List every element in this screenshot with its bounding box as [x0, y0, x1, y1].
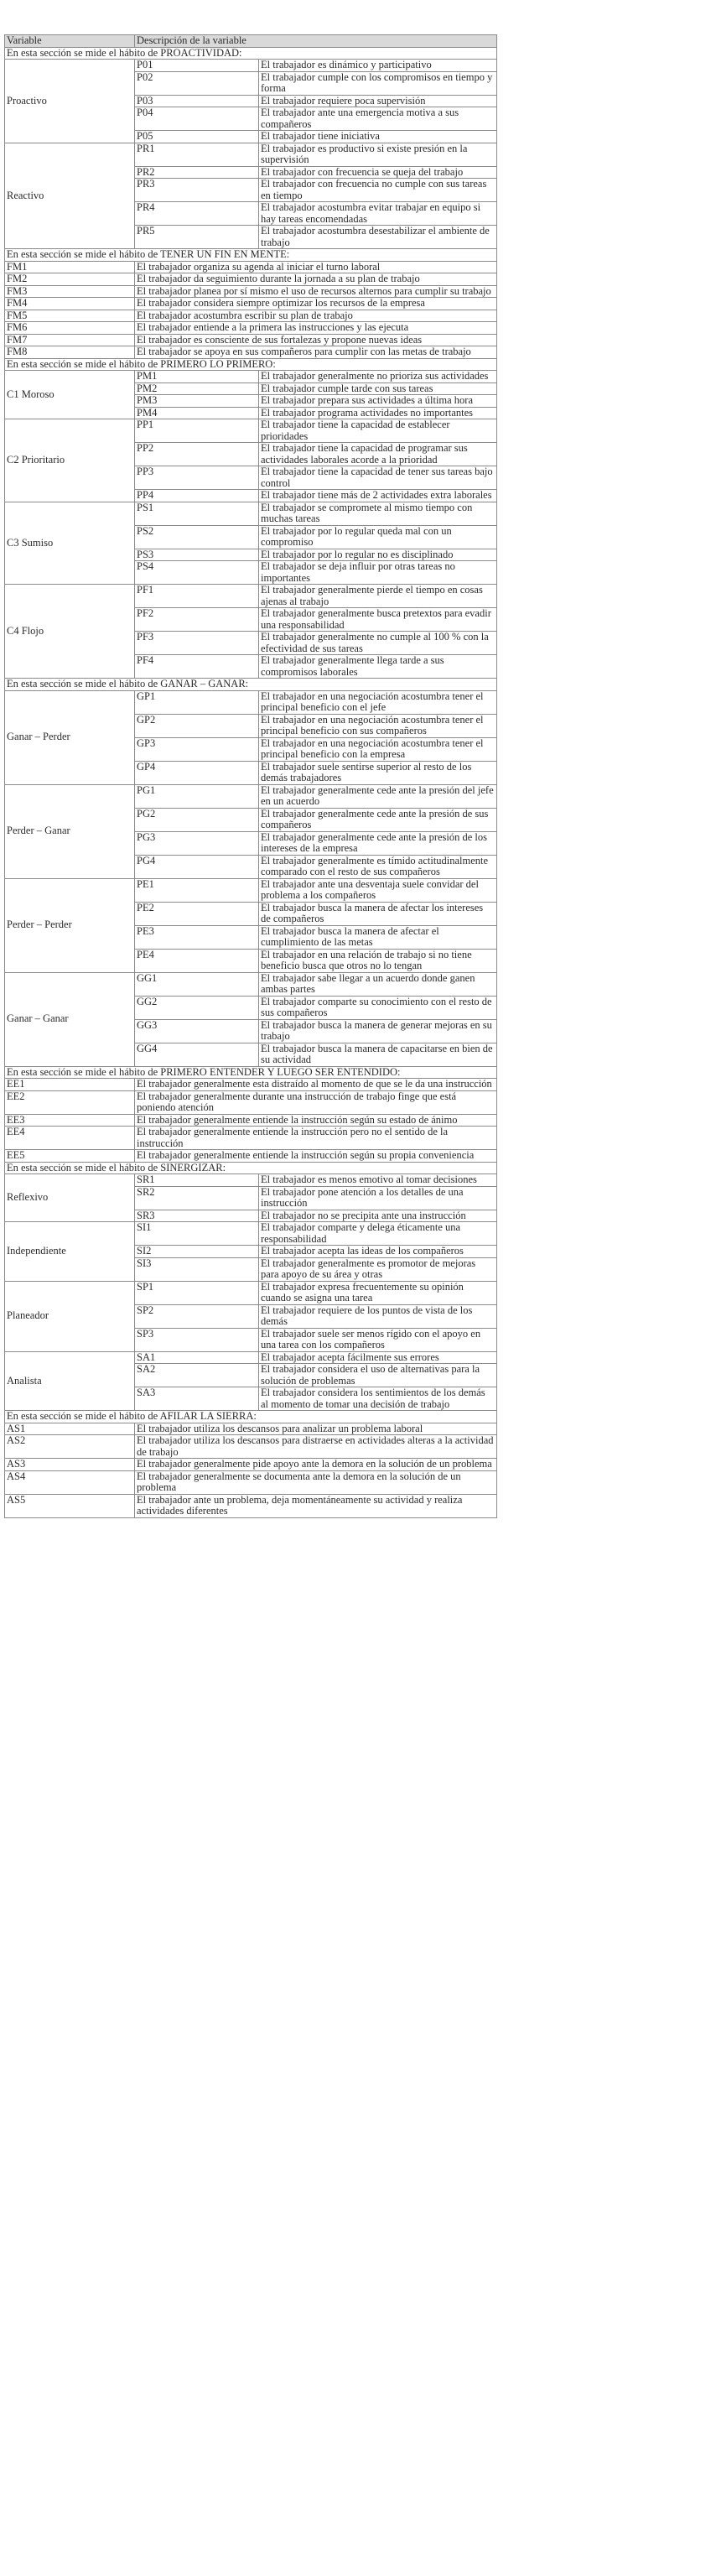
- header-description: Descripción de la variable: [135, 35, 497, 48]
- variable-code: SA1: [135, 1351, 259, 1364]
- variable-description: El trabajador acepta las ideas de los compañeros: [259, 1246, 497, 1258]
- variable-code: SI2: [135, 1246, 259, 1258]
- category-label: Ganar – Perder: [5, 690, 135, 784]
- variable-description: El trabajador ante una desventaja suele convidar del problema a los compañeros: [259, 878, 497, 902]
- variable-description: El trabajador generalmente busca pretextos para evadir una responsabilidad: [259, 608, 497, 632]
- variable-code: AS1: [5, 1423, 135, 1435]
- table-header-row: [5, 35, 497, 48]
- variable-description: El trabajador utiliza los descansos para distraerse en actividades alteras a la actividad de trabajo: [135, 1435, 497, 1459]
- variable-code: PE1: [135, 878, 259, 902]
- table-row: [5, 690, 497, 714]
- variable-description: El trabajador comparte su conocimiento con el resto de sus compañeros: [259, 996, 497, 1019]
- table-row: [5, 285, 497, 298]
- variable-code: PS1: [135, 502, 259, 525]
- variable-description: El trabajador utiliza los descansos para analizar un problema laboral: [135, 1423, 497, 1435]
- variable-code: PR3: [135, 179, 259, 202]
- category-label: Proactivo: [5, 60, 135, 143]
- variable-code: P02: [135, 71, 259, 95]
- table-row: [5, 273, 497, 286]
- variable-code: SR1: [135, 1174, 259, 1187]
- variable-code: GG3: [135, 1019, 259, 1043]
- variable-code: GG4: [135, 1043, 259, 1066]
- variable-description: El trabajador programa actividades no importantes: [259, 407, 497, 419]
- variable-description: El trabajador generalmente se documenta ante la demora en la solución de un problema: [135, 1470, 497, 1494]
- section-title: En esta sección se mide el hábito de GANAR – GANAR:: [5, 679, 497, 691]
- table-row: [5, 419, 497, 443]
- variable-code: SP3: [135, 1328, 259, 1351]
- table-row: [5, 585, 497, 608]
- variable-code: PS3: [135, 549, 259, 561]
- variable-code: FM2: [5, 273, 135, 286]
- section-title: En esta sección se mide el hábito de PRIMERO LO PRIMERO:: [5, 358, 497, 371]
- variable-description: El trabajador busca la manera de afectar el cumplimiento de las metas: [259, 925, 497, 949]
- variable-code: GP4: [135, 761, 259, 784]
- variable-code: FM6: [5, 322, 135, 335]
- variable-description: El trabajador tiene más de 2 actividades extra laborales: [259, 490, 497, 502]
- variables-table-container: [4, 34, 496, 1518]
- table-row: [5, 1090, 497, 1114]
- table-row: [5, 334, 497, 346]
- variable-code: AS5: [5, 1494, 135, 1517]
- table-row: [5, 1351, 497, 1364]
- variable-description: El trabajador es dinámico y participativo: [259, 60, 497, 72]
- section-row: [5, 1411, 497, 1423]
- table-row: [5, 1127, 497, 1150]
- variable-description: El trabajador busca la manera de afectar los intereses de compañeros: [259, 902, 497, 925]
- section-row: [5, 1162, 497, 1174]
- variable-code: SR2: [135, 1186, 259, 1210]
- variable-description: El trabajador ante un problema, deja momentáneamente su actividad y realiza actividades diferentes: [135, 1494, 497, 1517]
- table-row: [5, 1494, 497, 1517]
- variable-code: PR2: [135, 166, 259, 179]
- table-row: [5, 346, 497, 359]
- variable-description: El trabajador se apoya en sus compañeros para cumplir con las metas de trabajo: [135, 346, 497, 359]
- variable-code: FM8: [5, 346, 135, 359]
- variable-code: FM1: [5, 261, 135, 273]
- variable-code: FM3: [5, 285, 135, 298]
- variable-code: PP2: [135, 443, 259, 466]
- category-label: Independiente: [5, 1222, 135, 1282]
- table-row: [5, 1079, 497, 1091]
- table-row: [5, 1435, 497, 1459]
- table-row: [5, 1150, 497, 1163]
- variable-description: El trabajador acepta fácilmente sus errores: [259, 1351, 497, 1364]
- table-body: [5, 47, 497, 1517]
- variable-description: El trabajador acostumbra escribir su plan de trabajo: [135, 310, 497, 322]
- variable-description: El trabajador expresa frecuentemente su opinión cuando se asigna una tarea: [259, 1281, 497, 1304]
- variable-description: El trabajador en una negociación acostumbra tener el principal beneficio con la empresa: [259, 737, 497, 761]
- variable-description: El trabajador requiere de los puntos de vista de los demás: [259, 1304, 497, 1328]
- variable-code: PR1: [135, 143, 259, 166]
- variable-code: EE5: [5, 1150, 135, 1163]
- variable-description: El trabajador generalmente es tímido actitudinalmente comparado con el resto de sus compañeros: [259, 855, 497, 878]
- table-row: [5, 1459, 497, 1471]
- variable-description: El trabajador generalmente es promotor de mejoras para apoyo de su área y otras: [259, 1257, 497, 1281]
- variable-code: EE3: [5, 1114, 135, 1127]
- table-row: [5, 878, 497, 902]
- variable-code: PG3: [135, 831, 259, 855]
- section-row: [5, 679, 497, 691]
- category-label: Reactivo: [5, 143, 135, 249]
- variable-description: El trabajador acostumbra desestabilizar el ambiente de trabajo: [259, 226, 497, 249]
- variable-description: El trabajador generalmente cede ante la presión de los intereses de la empresa: [259, 831, 497, 855]
- table-row: [5, 502, 497, 525]
- variable-code: SR3: [135, 1210, 259, 1222]
- variable-description: El trabajador considera los sentimientos de los demás al momento de tomar una decisión de trabajo: [259, 1387, 497, 1411]
- variable-code: P03: [135, 95, 259, 107]
- variable-description: El trabajador busca la manera de capacitarse en bien de su actividad: [259, 1043, 497, 1066]
- variables-table: [4, 34, 497, 1518]
- variable-code: PP1: [135, 419, 259, 443]
- variable-code: PG1: [135, 784, 259, 808]
- variable-code: AS2: [5, 1435, 135, 1459]
- section-title: En esta sección se mide el hábito de PROACTIVIDAD:: [5, 47, 497, 60]
- variable-code: PP3: [135, 466, 259, 490]
- table-row: [5, 143, 497, 166]
- variable-description: El trabajador considera siempre optimizar los recursos de la empresa: [135, 298, 497, 310]
- variable-code: PR5: [135, 226, 259, 249]
- variable-description: El trabajador acostumbra evitar trabajar en equipo si hay tareas encomendadas: [259, 202, 497, 226]
- category-label: Perder – Ganar: [5, 784, 135, 878]
- category-label: C1 Moroso: [5, 371, 135, 419]
- variable-description: El trabajador es menos emotivo al tomar decisiones: [259, 1174, 497, 1187]
- variable-description: El trabajador suele ser menos rígido con el apoyo en una tarea con los compañeros: [259, 1328, 497, 1351]
- variable-description: El trabajador con frecuencia se queja del trabajo: [259, 166, 497, 179]
- variable-description: El trabajador prepara sus actividades a última hora: [259, 395, 497, 408]
- category-label: Analista: [5, 1351, 135, 1411]
- category-label: C4 Flojo: [5, 585, 135, 679]
- variable-description: El trabajador tiene iniciativa: [259, 131, 497, 143]
- variable-code: PF4: [135, 655, 259, 679]
- table-row: [5, 322, 497, 335]
- variable-description: El trabajador por lo regular queda mal con un compromiso: [259, 525, 497, 549]
- variable-description: El trabajador comparte y delega éticamente una responsabilidad: [259, 1222, 497, 1246]
- variable-description: El trabajador tiene la capacidad de programar sus actividades laborales acorde a la prioridad: [259, 443, 497, 466]
- section-title: En esta sección se mide el hábito de PRIMERO ENTENDER Y LUEGO SER ENTENDIDO:: [5, 1066, 497, 1079]
- variable-description: El trabajador generalmente entiende la instrucción según su estado de ánimo: [135, 1114, 497, 1127]
- variable-description: El trabajador sabe llegar a un acuerdo donde ganen ambas partes: [259, 972, 497, 996]
- variable-description: El trabajador con frecuencia no cumple con sus tareas en tiempo: [259, 179, 497, 202]
- variable-code: EE1: [5, 1079, 135, 1091]
- section-title: En esta sección se mide el hábito de AFILAR LA SIERRA:: [5, 1411, 497, 1423]
- variable-description: El trabajador generalmente cede ante la presión del jefe en un acuerdo: [259, 784, 497, 808]
- table-row: [5, 1423, 497, 1435]
- variable-description: El trabajador se deja influir por otras tareas no importantes: [259, 561, 497, 585]
- variable-description: El trabajador ante una emergencia motiva a sus compañeros: [259, 107, 497, 131]
- variable-code: PF3: [135, 632, 259, 655]
- variable-description: El trabajador suele sentirse superior al resto de los demás trabajadores: [259, 761, 497, 784]
- variable-code: PE3: [135, 925, 259, 949]
- section-title: En esta sección se mide el hábito de SINERGIZAR:: [5, 1162, 497, 1174]
- table-row: [5, 310, 497, 322]
- variable-description: El trabajador en una negociación acostumbra tener el principal beneficio con el jefe: [259, 690, 497, 714]
- variable-code: GP1: [135, 690, 259, 714]
- table-row: [5, 60, 497, 72]
- variable-code: EE4: [5, 1127, 135, 1150]
- category-label: Perder – Perder: [5, 878, 135, 972]
- section-title: En esta sección se mide el hábito de TENER UN FIN EN MENTE:: [5, 249, 497, 262]
- table-row: [5, 1281, 497, 1304]
- category-label: Planeador: [5, 1281, 135, 1351]
- variable-description: El trabajador cumple tarde con sus tareas: [259, 382, 497, 395]
- variable-code: GG2: [135, 996, 259, 1019]
- section-row: [5, 1066, 497, 1079]
- table-row: [5, 298, 497, 310]
- table-row: [5, 972, 497, 996]
- section-row: [5, 358, 497, 371]
- variable-code: EE2: [5, 1090, 135, 1114]
- variable-description: El trabajador no se precipita ante una instrucción: [259, 1210, 497, 1222]
- variable-description: El trabajador generalmente esta distraído al momento de que se le da una instrucción: [135, 1079, 497, 1091]
- variable-code: SA2: [135, 1364, 259, 1387]
- variable-code: PE4: [135, 949, 259, 972]
- variable-description: El trabajador por lo regular no es disciplinado: [259, 549, 497, 561]
- variable-description: El trabajador entiende a la primera las instrucciones y las ejecuta: [135, 322, 497, 335]
- variable-description: El trabajador generalmente pide apoyo ante la demora en la solución de un problema: [135, 1459, 497, 1471]
- variable-description: El trabajador considera el uso de alternativas para la solución de problemas: [259, 1364, 497, 1387]
- variable-description: El trabajador se compromete al mismo tiempo con muchas tareas: [259, 502, 497, 525]
- variable-code: GG1: [135, 972, 259, 996]
- variable-code: P01: [135, 60, 259, 72]
- variable-code: AS4: [5, 1470, 135, 1494]
- variable-description: El trabajador requiere poca supervisión: [259, 95, 497, 107]
- variable-code: PM4: [135, 407, 259, 419]
- variable-code: GP3: [135, 737, 259, 761]
- variable-code: PP4: [135, 490, 259, 502]
- variable-description: El trabajador busca la manera de generar mejoras en su trabajo: [259, 1019, 497, 1043]
- variable-code: FM4: [5, 298, 135, 310]
- category-label: C3 Sumiso: [5, 502, 135, 585]
- variable-description: El trabajador en una negociación acostumbra tener el principal beneficio con sus compañeros: [259, 714, 497, 737]
- variable-code: PF1: [135, 585, 259, 608]
- variable-code: PS4: [135, 561, 259, 585]
- variable-code: SP1: [135, 1281, 259, 1304]
- variable-description: El trabajador generalmente cede ante la presión de sus compañeros: [259, 808, 497, 831]
- variable-code: PR4: [135, 202, 259, 226]
- variable-code: SI3: [135, 1257, 259, 1281]
- category-label: C2 Prioritario: [5, 419, 135, 502]
- variable-code: GP2: [135, 714, 259, 737]
- variable-code: PM1: [135, 371, 259, 383]
- variable-description: El trabajador generalmente no cumple al 100 % con la efectividad de sus tareas: [259, 632, 497, 655]
- variable-code: PS2: [135, 525, 259, 549]
- section-row: [5, 249, 497, 262]
- variable-description: El trabajador generalmente entiende la instrucción pero no el sentido de la instrucción: [135, 1127, 497, 1150]
- category-label: Reflexivo: [5, 1174, 135, 1222]
- variable-description: El trabajador tiene la capacidad de tener sus tareas bajo control: [259, 466, 497, 490]
- table-row: [5, 784, 497, 808]
- section-row: [5, 47, 497, 60]
- variable-description: El trabajador generalmente pierde el tiempo en cosas ajenas al trabajo: [259, 585, 497, 608]
- table-row: [5, 261, 497, 273]
- variable-code: PG2: [135, 808, 259, 831]
- table-row: [5, 1222, 497, 1246]
- variable-code: SP2: [135, 1304, 259, 1328]
- variable-description: El trabajador generalmente entiende la instrucción según su propia conveniencia: [135, 1150, 497, 1163]
- table-row: [5, 1174, 497, 1187]
- variable-description: El trabajador planea por sí mismo el uso de recursos alternos para cumplir su trabajo: [135, 285, 497, 298]
- variable-description: El trabajador tiene la capacidad de establecer prioridades: [259, 419, 497, 443]
- variable-description: El trabajador pone atención a los detalles de una instrucción: [259, 1186, 497, 1210]
- table-row: [5, 371, 497, 383]
- variable-description: El trabajador es consciente de sus fortalezas y propone nuevas ideas: [135, 334, 497, 346]
- variable-code: SA3: [135, 1387, 259, 1411]
- variable-code: P05: [135, 131, 259, 143]
- category-label: Ganar – Ganar: [5, 972, 135, 1066]
- variable-description: El trabajador es productivo si existe presión en la supervisión: [259, 143, 497, 166]
- table-row: [5, 1470, 497, 1494]
- variable-code: PM2: [135, 382, 259, 395]
- header-variable: Variable: [5, 35, 135, 48]
- variable-code: P04: [135, 107, 259, 131]
- variable-description: El trabajador cumple con los compromisos en tiempo y forma: [259, 71, 497, 95]
- variable-code: FM5: [5, 310, 135, 322]
- variable-code: FM7: [5, 334, 135, 346]
- variable-code: PM3: [135, 395, 259, 408]
- variable-description: El trabajador generalmente llega tarde a sus compromisos laborales: [259, 655, 497, 679]
- variable-code: PG4: [135, 855, 259, 878]
- variable-description: El trabajador organiza su agenda al iniciar el turno laboral: [135, 261, 497, 273]
- variable-code: PE2: [135, 902, 259, 925]
- variable-description: El trabajador generalmente no prioriza sus actividades: [259, 371, 497, 383]
- table-row: [5, 1114, 497, 1127]
- variable-description: El trabajador en una relación de trabajo si no tiene beneficio busca que otros no lo tengan: [259, 949, 497, 972]
- variable-code: SI1: [135, 1222, 259, 1246]
- variable-description: El trabajador generalmente durante una instrucción de trabajo finge que está poniendo atención: [135, 1090, 497, 1114]
- variable-description: El trabajador da seguimiento durante la jornada a su plan de trabajo: [135, 273, 497, 286]
- variable-code: PF2: [135, 608, 259, 632]
- variable-code: AS3: [5, 1459, 135, 1471]
